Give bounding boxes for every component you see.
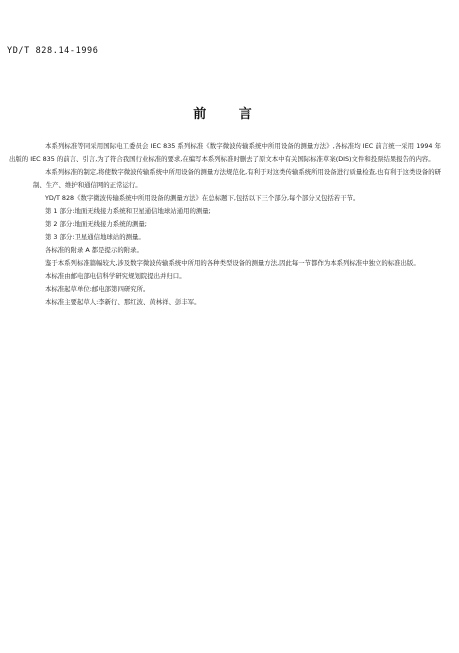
paragraph-appendix: 各标准的附录 A 都是提示的附录。 [45,246,143,254]
list-item-part-1: 第 1 部分:地面无线接力系统和卫星通信地球站通用的测量; [45,207,211,215]
paragraph-purpose: 本系列标准的制定,将使数字微波传输系统中所用设备的测量方法规范化,有利于对这类传输系统所用设备进行质量检查,也有利于这类设备的研制、生产、维护和通信网的正常运行。 [33,168,441,189]
list-item-part-3: 第 3 部分:卫星通信地球站的测量。 [45,233,145,241]
foreword-body [9,140,441,309]
standard-number: YD/T 828.14-1996 [7,46,99,56]
list-item-part-2: 第 2 部分:地面无线接力系统的测量; [45,220,147,228]
page-title: 前 言 [193,107,266,122]
paragraph-publication: 鉴于本系列标准篇幅较大,涉及数字微波传输系统中所用的各种类型设备的测量方法,因此每一节都作为本系列标准中独立的标准出版。 [45,259,420,267]
paragraph-adoption: 本系列标准等同采用国际电工委员会 IEC 835 系列标准《数字微波传输系统中所用设备的测量方法》,各标准均 IEC 前言统一采用 1994 年出版的 IEC 835 的前言、引言,为了符合我国行业标准的要求,在编写本系列标准时删去了原文本中有关国际标准草案(DIS)文件和投票结果报告的内容。 [9,142,441,163]
paragraph-proposer: 本标准由邮电部电信科学研究规划院提出并归口。 [45,272,186,280]
paragraph-structure: YD/T 828《数字微波传输系统中所用设备的测量方法》在总标题下,包括以下三个部分,每个部分又包括若干节。 [45,194,360,202]
paragraph-drafters: 本标准主要起草人:李新行、那红波、黄林祥、彭丰军。 [45,298,201,306]
paragraph-drafting-unit: 本标准起草单位:邮电部第四研究所。 [45,285,150,293]
